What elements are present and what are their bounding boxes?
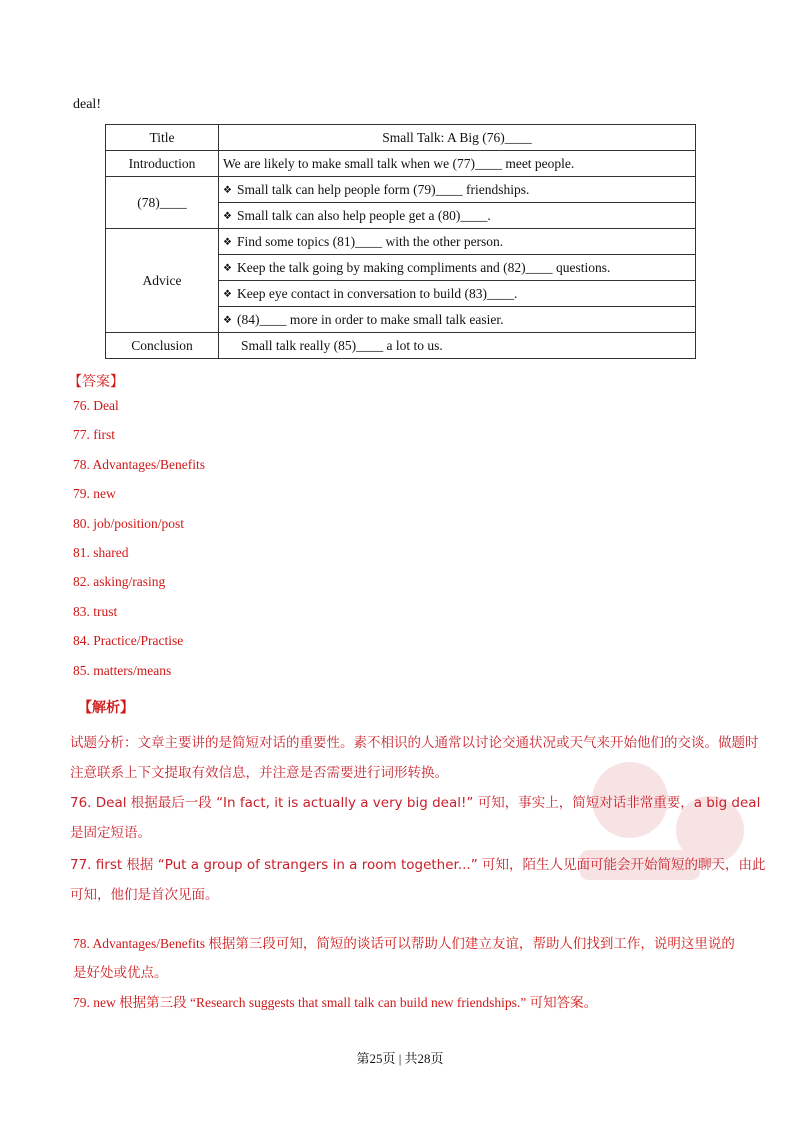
analysis-paragraph: 78. Advantages/Benefits 根据第三段可知，简短的谈话可以帮助人们建立友谊，帮助人们找到工作，说明这里说的是好处或优点。: [73, 936, 735, 980]
advice-item: ❖ Find some topics (81)____ with the other person.: [219, 229, 696, 255]
introduction-value: We are likely to make small talk when we (77)____ meet people.: [219, 151, 696, 177]
answer-item: 83. trust: [73, 603, 118, 619]
title-label: Title: [106, 125, 219, 151]
answer-item: 81. shared: [73, 544, 129, 560]
answer-item: 79. new: [73, 486, 116, 502]
advice-label: Advice: [106, 229, 219, 333]
answer-list: [73, 395, 205, 689]
answer-item: 85. matters/means: [73, 662, 172, 678]
diamond-bullet-icon: ❖: [223, 236, 232, 248]
diamond-bullet-icon: ❖: [223, 314, 232, 326]
answer-item: 84. Practice/Practise: [73, 633, 184, 649]
table-row: [106, 229, 696, 255]
table-row: [106, 333, 696, 359]
answer-item: 82. asking/rasing: [73, 574, 166, 590]
section78-item: ❖ Small talk can also help people get a (80)____.: [219, 203, 696, 229]
advice-item: ❖ Keep eye contact in conversation to build (83)____.: [219, 281, 696, 307]
diamond-bullet-icon: ❖: [223, 184, 232, 196]
answer-tag: 【答案】: [68, 374, 124, 390]
conclusion-value: Small talk really (85)____ a lot to us.: [219, 333, 696, 359]
analysis-tag: 【解析】: [78, 700, 134, 716]
section78-label: (78)____: [106, 177, 219, 229]
page-footer: 第25页 | 共28页: [356, 1051, 444, 1066]
table-row: [106, 151, 696, 177]
diamond-bullet-icon: ❖: [223, 288, 232, 300]
diamond-bullet-icon: ❖: [223, 262, 232, 274]
table-row: [106, 125, 696, 151]
section78-item: ❖ Small talk can help people form (79)____ friendships.: [219, 177, 696, 203]
intro-text: deal!: [73, 97, 101, 112]
advice-item: ❖ (84)____ more in order to make small talk easier.: [219, 307, 696, 333]
conclusion-label: Conclusion: [106, 333, 219, 359]
answer-item: 78. Advantages/Benefits: [73, 456, 205, 472]
answer-item: 80. job/position/post: [73, 515, 185, 531]
title-value: Small Talk: A Big (76)____: [219, 125, 696, 151]
analysis-paragraph: 76. Deal 根据最后一段 “In fact, it is actually a very big deal!” 可知，事实上，简短对话非常重要，a big deal 是固定短语。: [70, 795, 761, 841]
diamond-bullet-icon: ❖: [223, 210, 232, 222]
answer-item: 77. first: [73, 427, 115, 443]
analysis-paragraph: 77. first 根据 “Put a group of strangers in a room together...” 可知，陌生人见面可能会开始简短的聊天，由此可知，他们是首次见面。: [70, 857, 766, 903]
introduction-label: Introduction: [106, 151, 219, 177]
analysis-paragraph: 79. new 根据第三段 “Research suggests that small talk can build new friendships.” 可知答案。: [73, 995, 598, 1010]
table-row: [106, 177, 696, 203]
analysis-paragraph: 试题分析：文章主要讲的是简短对话的重要性。素不相识的人通常以讨论交通状况或天气来开始他们的交谈。做题时注意联系上下文提取有效信息，并注意是否需要进行词形转换。: [70, 735, 759, 781]
answer-item: 76. Deal: [73, 398, 119, 413]
summary-table: [105, 124, 696, 359]
advice-item: ❖ Keep the talk going by making compliments and (82)____ questions.: [219, 255, 696, 281]
